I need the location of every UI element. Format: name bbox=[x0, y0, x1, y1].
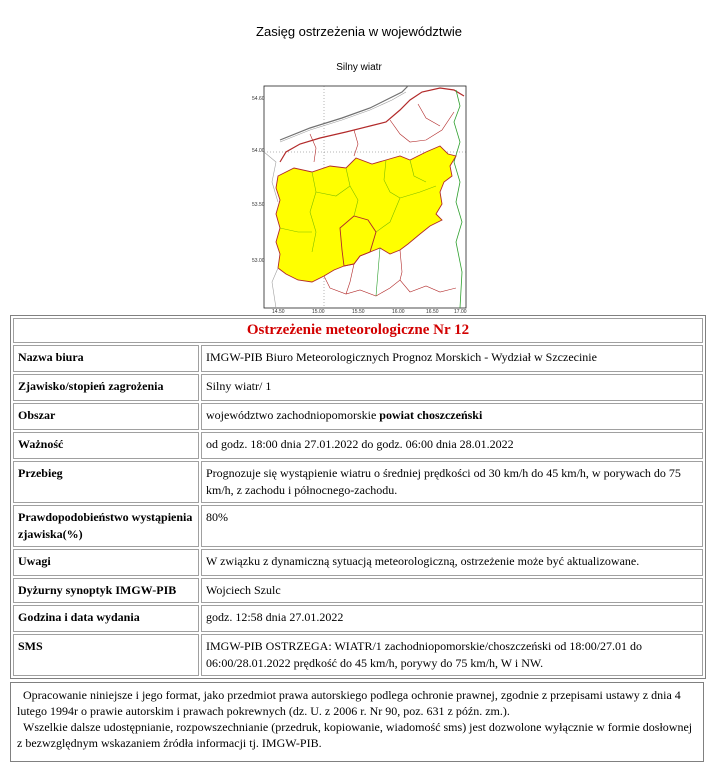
page-title: Zasięg ostrzeżenia w województwie bbox=[256, 24, 462, 39]
row-value: Silny wiatr/ 1 bbox=[201, 374, 703, 401]
map-caption: Silny wiatr bbox=[336, 62, 382, 73]
row-label: Dyżurny synoptyk IMGW-PIB bbox=[13, 578, 199, 603]
map-y-tick: 54.00 bbox=[252, 148, 265, 154]
row-label: Ważność bbox=[13, 432, 199, 459]
row-sms bbox=[13, 634, 703, 676]
map-x-tick: 14.50 bbox=[272, 309, 285, 314]
row-course bbox=[13, 461, 703, 503]
row-office bbox=[13, 345, 703, 372]
row-label: Obszar bbox=[13, 403, 199, 430]
row-remarks bbox=[13, 549, 703, 576]
row-area bbox=[13, 403, 703, 430]
warning-title: Ostrzeżenie meteorologiczne Nr 12 bbox=[13, 318, 703, 343]
row-value bbox=[201, 403, 703, 430]
map-x-tick: 17.00 bbox=[454, 309, 467, 314]
row-value: godz. 12:58 dnia 27.01.2022 bbox=[201, 605, 703, 632]
row-label: Zjawisko/stopień zagrożenia bbox=[13, 374, 199, 401]
map-y-tick: 53.00 bbox=[252, 258, 265, 264]
row-label: SMS bbox=[13, 634, 199, 676]
row-validity bbox=[13, 432, 703, 459]
copyright-paragraph bbox=[17, 687, 697, 719]
map-x-tick: 15.50 bbox=[352, 309, 365, 314]
row-label: Przebieg bbox=[13, 461, 199, 503]
row-probability bbox=[13, 505, 703, 547]
row-label: Prawdopodobieństwo wystąpienia zjawiska(%) bbox=[13, 505, 199, 547]
row-phenomenon bbox=[13, 374, 703, 401]
map-svg bbox=[250, 82, 472, 314]
map-y-tick: 54.60 bbox=[252, 96, 265, 102]
row-value: IMGW-PIB Biuro Meteorologicznych Prognoz Morskich - Wydział w Szczecinie bbox=[201, 345, 703, 372]
row-value: Prognozuje się wystąpienie wiatru o średniej prędkości od 30 km/h do 45 km/h, w porywach do 75 km/h, z zachodu i północnego-zachodu. bbox=[201, 461, 703, 503]
row-value: IMGW-PIB OSTRZEGA: WIATR/1 zachodniopomorskie/choszczeński od 18:00/27.01 do 06:00/28.01.2022 prędkość do 45 km/h, porywy do 75 km/h, W i NW. bbox=[201, 634, 703, 676]
copyright-notice bbox=[10, 682, 704, 762]
row-label: Nazwa biura bbox=[13, 345, 199, 372]
row-label: Uwagi bbox=[13, 549, 199, 576]
warning-table bbox=[10, 315, 706, 679]
area-county: powiat choszczeński bbox=[379, 408, 483, 422]
map-x-tick: 15.00 bbox=[312, 309, 325, 314]
row-label: Godzina i data wydania bbox=[13, 605, 199, 632]
area-text: województwo zachodniopomorskie bbox=[206, 408, 377, 422]
warning-map bbox=[250, 82, 472, 314]
row-value: od godz. 18:00 dnia 27.01.2022 do godz. 06:00 dnia 28.01.2022 bbox=[201, 432, 703, 459]
row-issued bbox=[13, 605, 703, 632]
map-x-tick: 16.50 bbox=[426, 309, 439, 314]
map-x-tick: 16.00 bbox=[392, 309, 405, 314]
row-value: 80% bbox=[201, 505, 703, 547]
map-y-tick: 53.50 bbox=[252, 202, 265, 208]
redistribution-paragraph bbox=[17, 719, 697, 751]
redistribution-text: Wszelkie dalsze udostępnianie, rozpowszechnianie (przedruk, kopiowanie, wiadomość sms) jest dozwolone wyłącznie w formie dosłownej z bezwzględnym wskazaniem źródła informacji tj. IMGW-PIB. bbox=[17, 720, 693, 750]
row-value: W związku z dynamiczną sytuacją meteorologiczną, ostrzeżenie może być aktualizowane. bbox=[201, 549, 703, 576]
row-value: Wojciech Szulc bbox=[201, 578, 703, 603]
row-forecaster bbox=[13, 578, 703, 603]
copyright-text: Opracowanie niniejsze i jego format, jako przedmiot prawa autorskiego podlega ochronie prawnej, zgodnie z przepisami ustawy z dnia 4 lutego 1994r o prawie autorskim i prawach pokrewnych (dz. U. z 2006 r. Nr 90, poz. 631 z późn. zm.). bbox=[17, 688, 681, 718]
